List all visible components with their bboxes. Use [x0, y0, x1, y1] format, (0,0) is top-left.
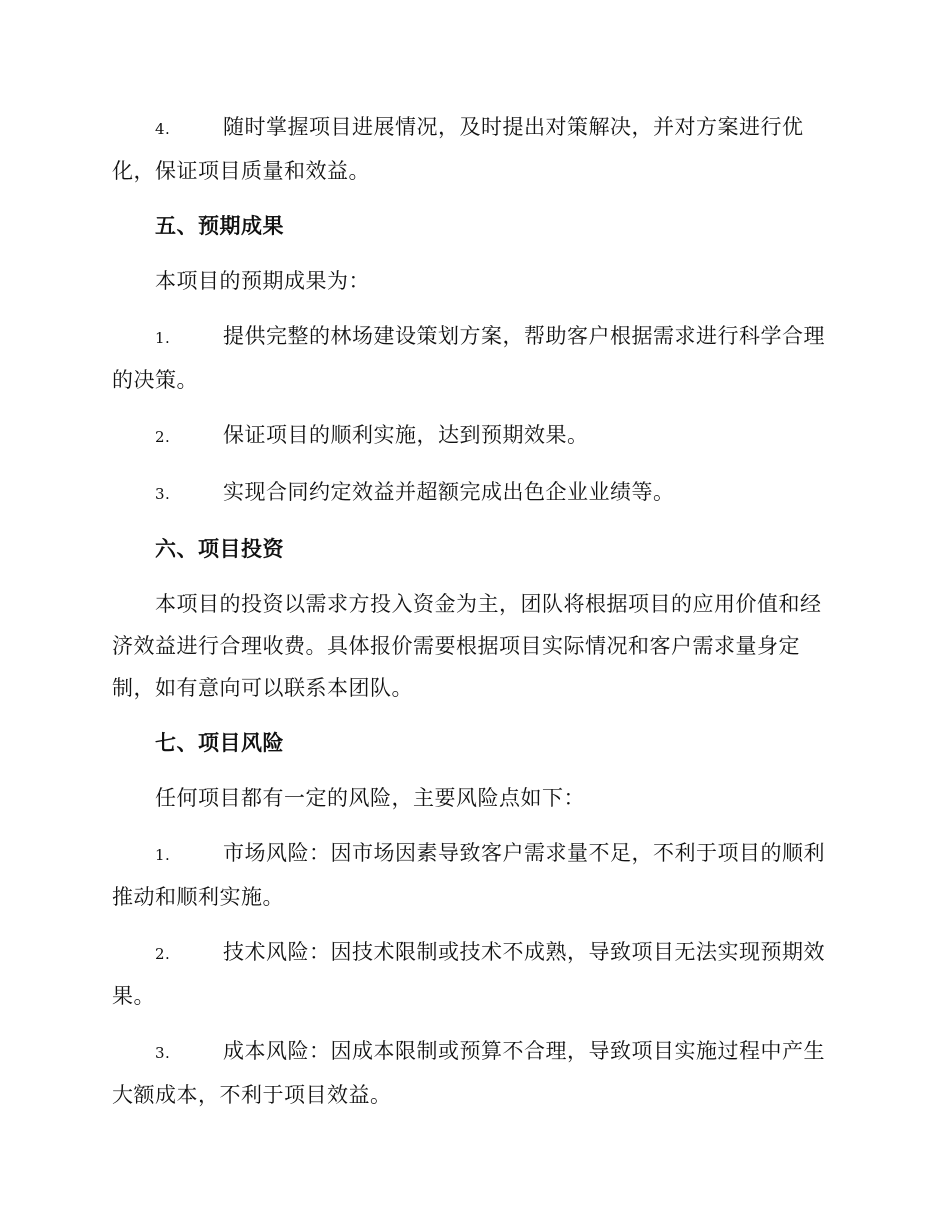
paragraph-investment: 本项目的投资以需求方投入资金为主，团队将根据项目的应用价值和经济效益进行合理收费。具体报价需要根据项目实际情况和客户需求量身定制，如有意向可以联系本团队。 — [112, 592, 822, 700]
list-item-planning-scheme — [112, 315, 834, 401]
list-item-market-risk — [112, 832, 834, 918]
list-item-contract-benefits — [112, 471, 834, 515]
list-item-number: 3. — [155, 1044, 171, 1062]
list-item-number: 1. — [155, 329, 171, 347]
section-heading-investment: 六、项目投资 — [155, 536, 284, 561]
list-item-text: 成本风险：因成本限制或预算不合理，导致项目实施过程中产生大额成本，不利于项目效益。 — [112, 1039, 825, 1107]
list-item-number: 3. — [155, 485, 171, 503]
list-item-text: 市场风险：因市场因素导致客户需求量不足，不利于项目的顺利推动和顺利实施。 — [112, 841, 825, 909]
list-item-text: 随时掌握项目进展情况，及时提出对策解决，并对方案进行优化，保证项目质量和效益。 — [112, 115, 804, 183]
list-item-progress-control — [112, 106, 834, 192]
list-item-text: 提供完整的林场建设策划方案，帮助客户根据需求进行科学合理的决策。 — [112, 324, 825, 392]
list-item-text: 实现合同约定效益并超额完成出色企业业绩等。 — [223, 480, 675, 504]
list-item-number: 2. — [155, 428, 171, 446]
paragraph-expected-results-intro: 本项目的预期成果为： — [155, 269, 370, 293]
section-heading-expected-results: 五、预期成果 — [155, 213, 284, 238]
document-body — [112, 106, 834, 1129]
list-item-number: 4. — [155, 120, 171, 138]
section-heading-risks: 七、项目风险 — [155, 730, 284, 755]
list-item-text: 保证项目的顺利实施，达到预期效果。 — [223, 423, 589, 447]
list-item-number: 1. — [155, 846, 171, 864]
list-item-cost-risk — [112, 1030, 834, 1116]
list-item-text: 技术风险：因技术限制或技术不成熟，导致项目无法实现预期效果。 — [112, 940, 825, 1008]
list-item-number: 2. — [155, 945, 171, 963]
paragraph-risks-intro: 任何项目都有一定的风险，主要风险点如下： — [155, 786, 585, 810]
list-item-smooth-implementation — [112, 414, 834, 458]
list-item-technical-risk — [112, 931, 834, 1017]
